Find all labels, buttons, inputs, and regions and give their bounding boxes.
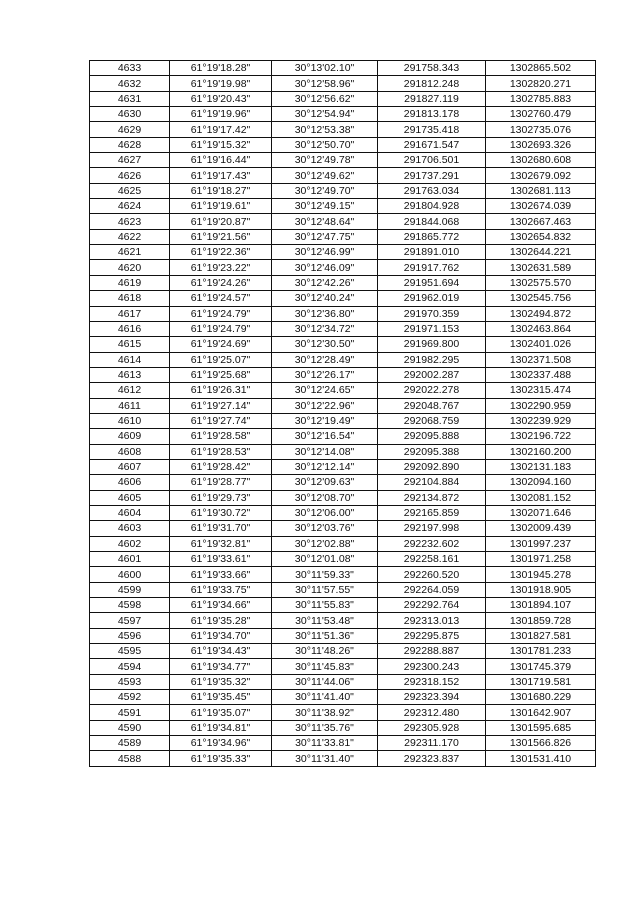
point-number-cell: 4630 xyxy=(90,107,170,122)
x-coordinate-cell: 291962.019 xyxy=(378,291,486,306)
longitude-cell: 30°12'09.63" xyxy=(272,475,378,490)
latitude-cell: 61°19'24.26" xyxy=(170,275,272,290)
longitude-cell: 30°12'46.09" xyxy=(272,260,378,275)
y-coordinate-cell: 1302009.439 xyxy=(486,521,596,536)
y-coordinate-cell: 1302680.608 xyxy=(486,153,596,168)
point-number-cell: 4608 xyxy=(90,444,170,459)
x-coordinate-cell: 291844.068 xyxy=(378,214,486,229)
table-row xyxy=(90,413,596,428)
y-coordinate-cell: 1301566.826 xyxy=(486,736,596,751)
table-row xyxy=(90,690,596,705)
point-number-cell: 4595 xyxy=(90,644,170,659)
x-coordinate-cell: 292092.890 xyxy=(378,459,486,474)
y-coordinate-cell: 1302131.183 xyxy=(486,459,596,474)
table-row xyxy=(90,536,596,551)
table-row xyxy=(90,91,596,106)
y-coordinate-cell: 1302160.200 xyxy=(486,444,596,459)
latitude-cell: 61°19'29.73" xyxy=(170,490,272,505)
point-number-cell: 4601 xyxy=(90,552,170,567)
point-number-cell: 4613 xyxy=(90,367,170,382)
longitude-cell: 30°12'49.78" xyxy=(272,153,378,168)
latitude-cell: 61°19'23.22" xyxy=(170,260,272,275)
longitude-cell: 30°12'01.08" xyxy=(272,552,378,567)
longitude-cell: 30°12'56.62" xyxy=(272,91,378,106)
table-row xyxy=(90,674,596,689)
y-coordinate-cell: 1301894.107 xyxy=(486,598,596,613)
point-number-cell: 4599 xyxy=(90,582,170,597)
y-coordinate-cell: 1302785.883 xyxy=(486,91,596,106)
point-number-cell: 4628 xyxy=(90,137,170,152)
latitude-cell: 61°19'15.32" xyxy=(170,137,272,152)
longitude-cell: 30°11'59.33" xyxy=(272,567,378,582)
longitude-cell: 30°12'14.08" xyxy=(272,444,378,459)
y-coordinate-cell: 1302337.488 xyxy=(486,367,596,382)
point-number-cell: 4622 xyxy=(90,229,170,244)
longitude-cell: 30°12'48.64" xyxy=(272,214,378,229)
longitude-cell: 30°12'36.80" xyxy=(272,306,378,321)
x-coordinate-cell: 292258.161 xyxy=(378,552,486,567)
latitude-cell: 61°19'24.79" xyxy=(170,306,272,321)
table-row xyxy=(90,291,596,306)
longitude-cell: 30°11'55.83" xyxy=(272,598,378,613)
longitude-cell: 30°12'50.70" xyxy=(272,137,378,152)
y-coordinate-cell: 1302654.832 xyxy=(486,229,596,244)
table-row xyxy=(90,245,596,260)
longitude-cell: 30°11'41.40" xyxy=(272,690,378,705)
table-row xyxy=(90,122,596,137)
point-number-cell: 4609 xyxy=(90,429,170,444)
point-number-cell: 4618 xyxy=(90,291,170,306)
y-coordinate-cell: 1302735.076 xyxy=(486,122,596,137)
longitude-cell: 30°12'47.75" xyxy=(272,229,378,244)
x-coordinate-cell: 292134.872 xyxy=(378,490,486,505)
point-number-cell: 4633 xyxy=(90,61,170,76)
x-coordinate-cell: 292318.152 xyxy=(378,674,486,689)
longitude-cell: 30°12'22.96" xyxy=(272,398,378,413)
x-coordinate-cell: 291813.178 xyxy=(378,107,486,122)
table-row xyxy=(90,490,596,505)
longitude-cell: 30°12'46.99" xyxy=(272,245,378,260)
point-number-cell: 4632 xyxy=(90,76,170,91)
table-row xyxy=(90,275,596,290)
x-coordinate-cell: 292311.170 xyxy=(378,736,486,751)
table-row xyxy=(90,229,596,244)
coordinates-table-body xyxy=(90,61,596,767)
latitude-cell: 61°19'31.70" xyxy=(170,521,272,536)
y-coordinate-cell: 1302865.502 xyxy=(486,61,596,76)
point-number-cell: 4612 xyxy=(90,383,170,398)
table-row xyxy=(90,76,596,91)
x-coordinate-cell: 291951.694 xyxy=(378,275,486,290)
y-coordinate-cell: 1302071.646 xyxy=(486,505,596,520)
x-coordinate-cell: 292305.928 xyxy=(378,720,486,735)
table-row xyxy=(90,613,596,628)
y-coordinate-cell: 1301971.258 xyxy=(486,552,596,567)
point-number-cell: 4607 xyxy=(90,459,170,474)
longitude-cell: 30°12'26.17" xyxy=(272,367,378,382)
latitude-cell: 61°19'34.81" xyxy=(170,720,272,735)
table-row xyxy=(90,168,596,183)
table-row xyxy=(90,137,596,152)
latitude-cell: 61°19'34.96" xyxy=(170,736,272,751)
table-row xyxy=(90,107,596,122)
table-row xyxy=(90,444,596,459)
y-coordinate-cell: 1302315.474 xyxy=(486,383,596,398)
point-number-cell: 4594 xyxy=(90,659,170,674)
x-coordinate-cell: 291970.359 xyxy=(378,306,486,321)
longitude-cell: 30°11'53.48" xyxy=(272,613,378,628)
y-coordinate-cell: 1302094.160 xyxy=(486,475,596,490)
latitude-cell: 61°19'16.44" xyxy=(170,153,272,168)
point-number-cell: 4603 xyxy=(90,521,170,536)
x-coordinate-cell: 291804.928 xyxy=(378,199,486,214)
x-coordinate-cell: 292295.875 xyxy=(378,628,486,643)
x-coordinate-cell: 291737.291 xyxy=(378,168,486,183)
latitude-cell: 61°19'28.77" xyxy=(170,475,272,490)
point-number-cell: 4615 xyxy=(90,337,170,352)
y-coordinate-cell: 1301680.229 xyxy=(486,690,596,705)
table-row xyxy=(90,628,596,643)
latitude-cell: 61°19'34.66" xyxy=(170,598,272,613)
point-number-cell: 4631 xyxy=(90,91,170,106)
y-coordinate-cell: 1302679.092 xyxy=(486,168,596,183)
latitude-cell: 61°19'17.42" xyxy=(170,122,272,137)
longitude-cell: 30°11'57.55" xyxy=(272,582,378,597)
latitude-cell: 61°19'25.68" xyxy=(170,367,272,382)
longitude-cell: 30°12'49.62" xyxy=(272,168,378,183)
y-coordinate-cell: 1301531.410 xyxy=(486,751,596,766)
table-row xyxy=(90,398,596,413)
x-coordinate-cell: 291812.248 xyxy=(378,76,486,91)
table-row xyxy=(90,306,596,321)
x-coordinate-cell: 292197.998 xyxy=(378,521,486,536)
y-coordinate-cell: 1301997.237 xyxy=(486,536,596,551)
x-coordinate-cell: 292002.287 xyxy=(378,367,486,382)
longitude-cell: 30°12'06.00" xyxy=(272,505,378,520)
y-coordinate-cell: 1302820.271 xyxy=(486,76,596,91)
x-coordinate-cell: 292300.243 xyxy=(378,659,486,674)
latitude-cell: 61°19'35.07" xyxy=(170,705,272,720)
table-row xyxy=(90,582,596,597)
latitude-cell: 61°19'33.66" xyxy=(170,567,272,582)
latitude-cell: 61°19'28.58" xyxy=(170,429,272,444)
longitude-cell: 30°11'33.81" xyxy=(272,736,378,751)
table-row xyxy=(90,521,596,536)
y-coordinate-cell: 1302644.221 xyxy=(486,245,596,260)
point-number-cell: 4604 xyxy=(90,505,170,520)
table-row xyxy=(90,751,596,766)
longitude-cell: 30°12'16.54" xyxy=(272,429,378,444)
latitude-cell: 61°19'19.61" xyxy=(170,199,272,214)
table-row xyxy=(90,505,596,520)
latitude-cell: 61°19'34.77" xyxy=(170,659,272,674)
longitude-cell: 30°12'58.96" xyxy=(272,76,378,91)
point-number-cell: 4593 xyxy=(90,674,170,689)
x-coordinate-cell: 291969.800 xyxy=(378,337,486,352)
longitude-cell: 30°12'40.24" xyxy=(272,291,378,306)
point-number-cell: 4597 xyxy=(90,613,170,628)
table-row xyxy=(90,459,596,474)
latitude-cell: 61°19'19.98" xyxy=(170,76,272,91)
x-coordinate-cell: 292095.388 xyxy=(378,444,486,459)
table-row xyxy=(90,659,596,674)
table-row xyxy=(90,598,596,613)
latitude-cell: 61°19'22.36" xyxy=(170,245,272,260)
x-coordinate-cell: 292022.278 xyxy=(378,383,486,398)
point-number-cell: 4588 xyxy=(90,751,170,766)
longitude-cell: 30°11'35.76" xyxy=(272,720,378,735)
y-coordinate-cell: 1301745.379 xyxy=(486,659,596,674)
y-coordinate-cell: 1302239.929 xyxy=(486,413,596,428)
x-coordinate-cell: 292264.059 xyxy=(378,582,486,597)
x-coordinate-cell: 291827.119 xyxy=(378,91,486,106)
point-number-cell: 4623 xyxy=(90,214,170,229)
longitude-cell: 30°12'02.88" xyxy=(272,536,378,551)
y-coordinate-cell: 1301595.685 xyxy=(486,720,596,735)
table-row xyxy=(90,552,596,567)
y-coordinate-cell: 1302371.508 xyxy=(486,352,596,367)
y-coordinate-cell: 1302667.463 xyxy=(486,214,596,229)
y-coordinate-cell: 1302674.039 xyxy=(486,199,596,214)
x-coordinate-cell: 291763.034 xyxy=(378,183,486,198)
table-row xyxy=(90,644,596,659)
longitude-cell: 30°12'19.49" xyxy=(272,413,378,428)
coordinates-table xyxy=(89,60,596,767)
table-row xyxy=(90,61,596,76)
point-number-cell: 4616 xyxy=(90,321,170,336)
x-coordinate-cell: 292104.884 xyxy=(378,475,486,490)
table-row xyxy=(90,367,596,382)
point-number-cell: 4610 xyxy=(90,413,170,428)
y-coordinate-cell: 1301827.581 xyxy=(486,628,596,643)
latitude-cell: 61°19'20.43" xyxy=(170,91,272,106)
latitude-cell: 61°19'27.14" xyxy=(170,398,272,413)
latitude-cell: 61°19'35.32" xyxy=(170,674,272,689)
x-coordinate-cell: 292095.888 xyxy=(378,429,486,444)
table-row xyxy=(90,214,596,229)
latitude-cell: 61°19'30.72" xyxy=(170,505,272,520)
latitude-cell: 61°19'33.61" xyxy=(170,552,272,567)
table-row xyxy=(90,199,596,214)
point-number-cell: 4619 xyxy=(90,275,170,290)
table-row xyxy=(90,429,596,444)
x-coordinate-cell: 292313.013 xyxy=(378,613,486,628)
latitude-cell: 61°19'17.43" xyxy=(170,168,272,183)
y-coordinate-cell: 1302545.756 xyxy=(486,291,596,306)
table-row xyxy=(90,475,596,490)
y-coordinate-cell: 1302401.026 xyxy=(486,337,596,352)
table-row xyxy=(90,321,596,336)
table-row xyxy=(90,153,596,168)
point-number-cell: 4606 xyxy=(90,475,170,490)
point-number-cell: 4600 xyxy=(90,567,170,582)
point-number-cell: 4624 xyxy=(90,199,170,214)
latitude-cell: 61°19'25.07" xyxy=(170,352,272,367)
y-coordinate-cell: 1301642.907 xyxy=(486,705,596,720)
point-number-cell: 4589 xyxy=(90,736,170,751)
x-coordinate-cell: 292232.602 xyxy=(378,536,486,551)
x-coordinate-cell: 292323.837 xyxy=(378,751,486,766)
point-number-cell: 4591 xyxy=(90,705,170,720)
point-number-cell: 4621 xyxy=(90,245,170,260)
point-number-cell: 4629 xyxy=(90,122,170,137)
y-coordinate-cell: 1302693.326 xyxy=(486,137,596,152)
longitude-cell: 30°12'49.70" xyxy=(272,183,378,198)
point-number-cell: 4627 xyxy=(90,153,170,168)
latitude-cell: 61°19'32.81" xyxy=(170,536,272,551)
x-coordinate-cell: 292312.480 xyxy=(378,705,486,720)
y-coordinate-cell: 1301781.233 xyxy=(486,644,596,659)
table-row xyxy=(90,567,596,582)
longitude-cell: 30°13'02.10" xyxy=(272,61,378,76)
latitude-cell: 61°19'18.28" xyxy=(170,61,272,76)
longitude-cell: 30°12'03.76" xyxy=(272,521,378,536)
longitude-cell: 30°12'30.50" xyxy=(272,337,378,352)
longitude-cell: 30°12'12.14" xyxy=(272,459,378,474)
table-row xyxy=(90,736,596,751)
x-coordinate-cell: 292260.520 xyxy=(378,567,486,582)
latitude-cell: 61°19'33.75" xyxy=(170,582,272,597)
y-coordinate-cell: 1301945.278 xyxy=(486,567,596,582)
x-coordinate-cell: 291735.418 xyxy=(378,122,486,137)
latitude-cell: 61°19'24.69" xyxy=(170,337,272,352)
x-coordinate-cell: 291891.010 xyxy=(378,245,486,260)
latitude-cell: 61°19'35.33" xyxy=(170,751,272,766)
longitude-cell: 30°12'42.26" xyxy=(272,275,378,290)
table-row xyxy=(90,183,596,198)
table-row xyxy=(90,720,596,735)
x-coordinate-cell: 291758.343 xyxy=(378,61,486,76)
x-coordinate-cell: 292048.767 xyxy=(378,398,486,413)
latitude-cell: 61°19'21.56" xyxy=(170,229,272,244)
point-number-cell: 4592 xyxy=(90,690,170,705)
longitude-cell: 30°12'54.94" xyxy=(272,107,378,122)
longitude-cell: 30°12'34.72" xyxy=(272,321,378,336)
y-coordinate-cell: 1302463.864 xyxy=(486,321,596,336)
x-coordinate-cell: 291865.772 xyxy=(378,229,486,244)
latitude-cell: 61°19'26.31" xyxy=(170,383,272,398)
y-coordinate-cell: 1301859.728 xyxy=(486,613,596,628)
latitude-cell: 61°19'27.74" xyxy=(170,413,272,428)
latitude-cell: 61°19'18.27" xyxy=(170,183,272,198)
latitude-cell: 61°19'20.87" xyxy=(170,214,272,229)
latitude-cell: 61°19'35.45" xyxy=(170,690,272,705)
x-coordinate-cell: 291671.547 xyxy=(378,137,486,152)
longitude-cell: 30°11'38.92" xyxy=(272,705,378,720)
y-coordinate-cell: 1302681.113 xyxy=(486,183,596,198)
x-coordinate-cell: 292292.764 xyxy=(378,598,486,613)
x-coordinate-cell: 291706.501 xyxy=(378,153,486,168)
y-coordinate-cell: 1301719.581 xyxy=(486,674,596,689)
point-number-cell: 4620 xyxy=(90,260,170,275)
x-coordinate-cell: 292288.887 xyxy=(378,644,486,659)
longitude-cell: 30°12'24.65" xyxy=(272,383,378,398)
point-number-cell: 4617 xyxy=(90,306,170,321)
point-number-cell: 4596 xyxy=(90,628,170,643)
longitude-cell: 30°12'49.15" xyxy=(272,199,378,214)
x-coordinate-cell: 291917.762 xyxy=(378,260,486,275)
x-coordinate-cell: 292068.759 xyxy=(378,413,486,428)
latitude-cell: 61°19'34.43" xyxy=(170,644,272,659)
y-coordinate-cell: 1302196.722 xyxy=(486,429,596,444)
latitude-cell: 61°19'19.96" xyxy=(170,107,272,122)
latitude-cell: 61°19'24.57" xyxy=(170,291,272,306)
latitude-cell: 61°19'34.70" xyxy=(170,628,272,643)
point-number-cell: 4626 xyxy=(90,168,170,183)
x-coordinate-cell: 292165.859 xyxy=(378,505,486,520)
latitude-cell: 61°19'28.42" xyxy=(170,459,272,474)
longitude-cell: 30°12'53.38" xyxy=(272,122,378,137)
y-coordinate-cell: 1302081.152 xyxy=(486,490,596,505)
longitude-cell: 30°12'28.49" xyxy=(272,352,378,367)
latitude-cell: 61°19'35.28" xyxy=(170,613,272,628)
point-number-cell: 4625 xyxy=(90,183,170,198)
table-row xyxy=(90,705,596,720)
longitude-cell: 30°12'08.70" xyxy=(272,490,378,505)
table-row xyxy=(90,352,596,367)
point-number-cell: 4602 xyxy=(90,536,170,551)
point-number-cell: 4614 xyxy=(90,352,170,367)
longitude-cell: 30°11'44.06" xyxy=(272,674,378,689)
y-coordinate-cell: 1302494.872 xyxy=(486,306,596,321)
latitude-cell: 61°19'24.79" xyxy=(170,321,272,336)
longitude-cell: 30°11'45.83" xyxy=(272,659,378,674)
longitude-cell: 30°11'51.36" xyxy=(272,628,378,643)
longitude-cell: 30°11'31.40" xyxy=(272,751,378,766)
y-coordinate-cell: 1302760.479 xyxy=(486,107,596,122)
latitude-cell: 61°19'28.53" xyxy=(170,444,272,459)
point-number-cell: 4605 xyxy=(90,490,170,505)
x-coordinate-cell: 292323.394 xyxy=(378,690,486,705)
table-row xyxy=(90,383,596,398)
y-coordinate-cell: 1302575.570 xyxy=(486,275,596,290)
y-coordinate-cell: 1301918.905 xyxy=(486,582,596,597)
x-coordinate-cell: 291971.153 xyxy=(378,321,486,336)
y-coordinate-cell: 1302631.589 xyxy=(486,260,596,275)
table-row xyxy=(90,260,596,275)
point-number-cell: 4611 xyxy=(90,398,170,413)
point-number-cell: 4598 xyxy=(90,598,170,613)
y-coordinate-cell: 1302290.959 xyxy=(486,398,596,413)
longitude-cell: 30°11'48.26" xyxy=(272,644,378,659)
x-coordinate-cell: 291982.295 xyxy=(378,352,486,367)
point-number-cell: 4590 xyxy=(90,720,170,735)
table-row xyxy=(90,337,596,352)
